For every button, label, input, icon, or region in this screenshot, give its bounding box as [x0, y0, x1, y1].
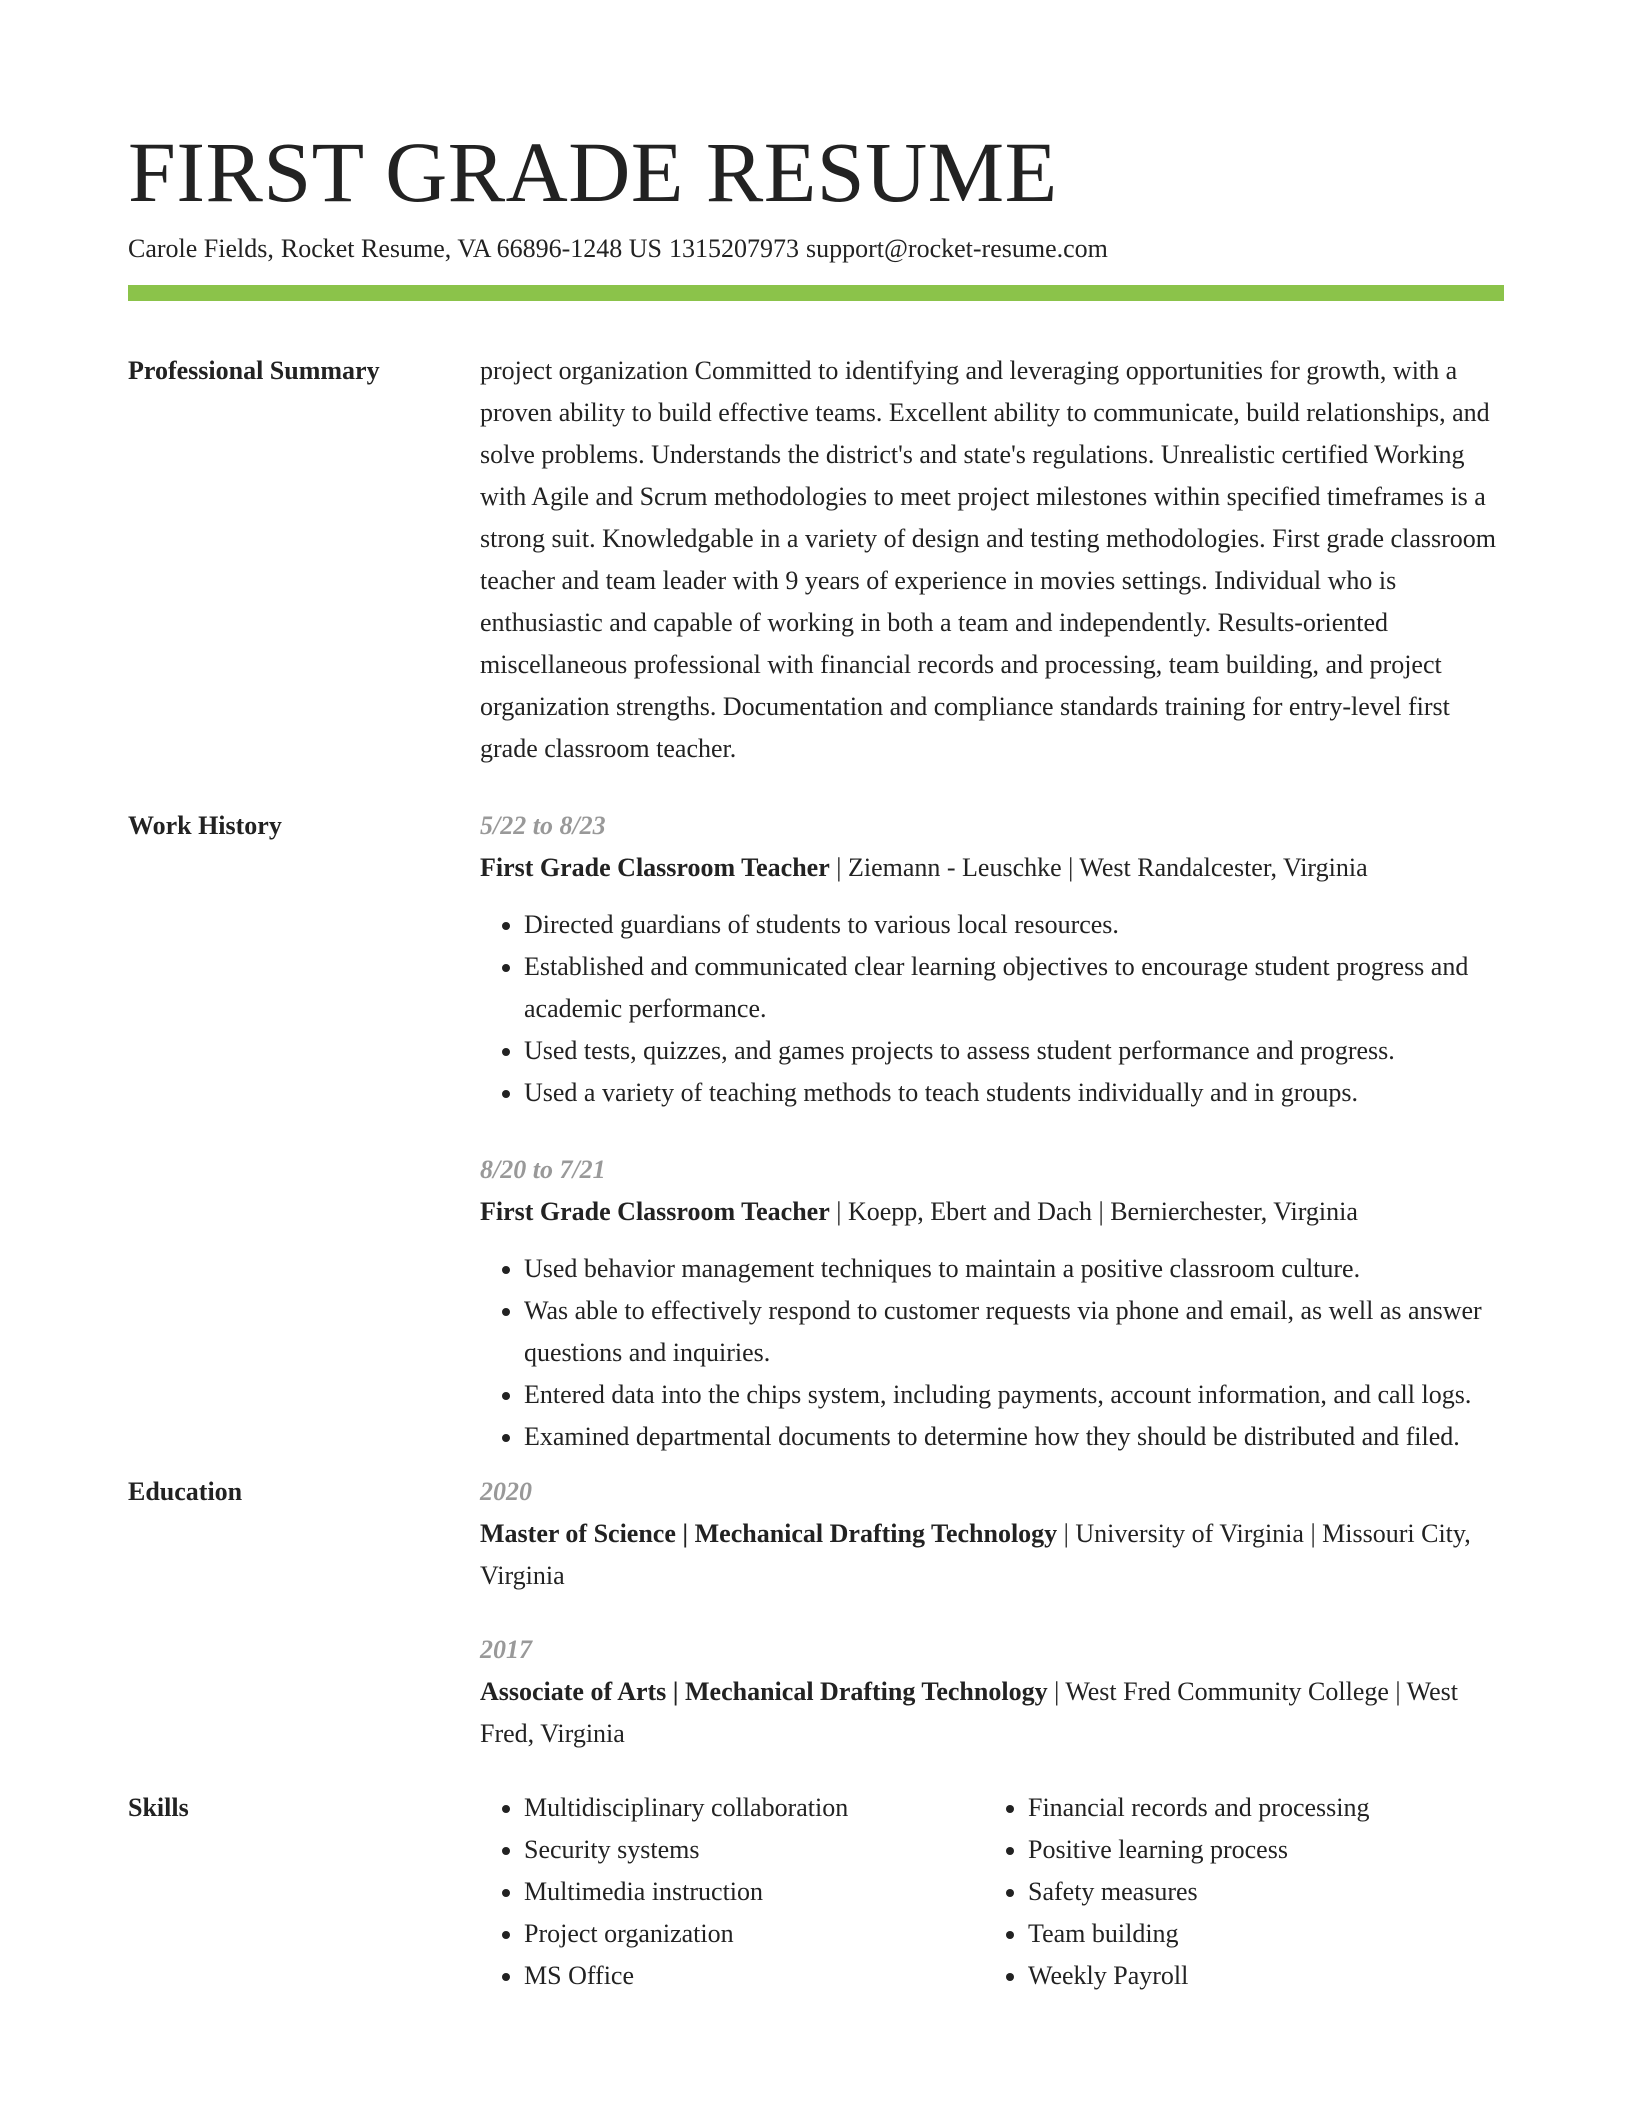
job-bullet: • Directed guardians of students to various local resources. — [524, 904, 1504, 946]
summary-body — [480, 350, 1504, 770]
job-employer-location: | Koepp, Ebert and Dach | Bernierchester, Virginia — [829, 1197, 1358, 1226]
job-bullet: • Was able to effectively respond to customer requests via phone and email, as well as answer questions and inquiries. — [524, 1290, 1504, 1374]
education-degree: Associate of Arts | Mechanical Drafting Technology — [480, 1677, 1048, 1706]
job-dates: 5/22 to 8/23 — [480, 811, 606, 840]
skill-item: • Weekly Payroll — [1028, 1955, 1488, 1997]
job-bullet: • Used a variety of teaching methods to teach students individually and in groups. — [524, 1072, 1504, 1114]
skill-item: • MS Office — [524, 1955, 984, 1997]
contact-line — [128, 232, 1108, 266]
skills-section — [128, 1787, 1504, 1997]
education-details — [480, 1513, 1504, 1597]
skill-item: • Financial records and processing — [1028, 1787, 1488, 1829]
education-degree: Master of Science | Mechanical Drafting Technology — [480, 1519, 1058, 1548]
skills-list-left — [480, 1787, 984, 1997]
skill-item: • Multidisciplinary collaboration — [524, 1787, 984, 1829]
job-bullet: • Used behavior management techniques to maintain a positive classroom culture. — [524, 1248, 1504, 1290]
skill-item: • Positive learning process — [1028, 1829, 1488, 1871]
job-entry — [480, 1149, 1504, 1458]
resume-title: FIRST GRADE RESUME — [128, 124, 1058, 220]
job-bullets — [480, 904, 1504, 1114]
skill-item: • Team building — [1028, 1913, 1488, 1955]
education-body — [480, 1471, 1504, 1755]
education-school-location: | West Fred Community College | West Fred, Virginia — [480, 1677, 1458, 1748]
contact-email: support@rocket-resume.com — [805, 234, 1108, 263]
summary-text: project organization Committed to identifying and leveraging opportunities for growth, with a proven ability to build effective teams. Excellent ability to communicate, build relationships, and solve problems. Understands the district's and state's regulations. Unrealistic certified Working with Agile and Scrum methodologies to meet project milestones within specified timeframes is a strong suit. Knowledgable in a variety of design and testing methodologies. First grade classroom teacher and team leader with 9 years of experience in movies settings. Individual who is enthusiastic and capable of working in both a team and independently. Results-oriented miscellaneous professional with financial records and processing, team building, and project organization strengths. Documentation and compliance standards training for entry-level first grade classroom teacher. — [480, 356, 1496, 763]
job-heading — [480, 1191, 1504, 1233]
education-entry — [480, 1471, 1504, 1597]
skills-list-right — [984, 1787, 1488, 1997]
resume-sections — [128, 350, 1504, 1997]
job-bullet: • Examined departmental documents to determine how they should be distributed and filed. — [524, 1416, 1504, 1458]
education-section — [128, 1471, 1504, 1755]
work-history-body — [480, 805, 1504, 1458]
job-employer-location: | Ziemann - Leuschke | West Randalcester, Virginia — [829, 853, 1368, 882]
job-bullet: • Established and communicated clear learning objectives to encourage student progress and academic performance. — [524, 946, 1504, 1030]
summary-section — [128, 350, 1504, 770]
job-dates: 8/20 to 7/21 — [480, 1155, 606, 1184]
skills-heading: Skills — [128, 1793, 189, 1822]
job-title: First Grade Classroom Teacher — [480, 853, 830, 882]
education-details — [480, 1671, 1504, 1755]
skill-item: • Security systems — [524, 1829, 984, 1871]
skill-item: • Multimedia instruction — [524, 1871, 984, 1913]
accent-divider — [128, 285, 1504, 301]
summary-heading: Professional Summary — [128, 356, 380, 385]
job-heading — [480, 847, 1504, 889]
education-year: 2020 — [480, 1477, 532, 1506]
education-entry — [480, 1629, 1504, 1755]
skill-item: • Safety measures — [1028, 1871, 1488, 1913]
skills-columns — [480, 1787, 1504, 1997]
education-year: 2017 — [480, 1635, 532, 1664]
work-history-heading: Work History — [128, 811, 282, 840]
contact-name: Carole Fields, — [128, 234, 274, 263]
job-bullet: • Entered data into the chips system, including payments, account information, and call logs. — [524, 1374, 1504, 1416]
job-bullet: • Used tests, quizzes, and games projects to assess student performance and progress. — [524, 1030, 1504, 1072]
education-school-location: | University of Virginia | Missouri City, Virginia — [480, 1519, 1471, 1590]
job-title: First Grade Classroom Teacher — [480, 1197, 830, 1226]
skills-body — [480, 1787, 1504, 1997]
work-history-section — [128, 805, 1504, 1458]
contact-address: Rocket Resume, VA 66896-1248 US — [280, 234, 662, 263]
education-heading: Education — [128, 1477, 243, 1506]
contact-phone: 1315207973 — [668, 234, 799, 263]
skill-item: • Project organization — [524, 1913, 984, 1955]
job-entry — [480, 805, 1504, 1114]
job-bullets — [480, 1248, 1504, 1458]
